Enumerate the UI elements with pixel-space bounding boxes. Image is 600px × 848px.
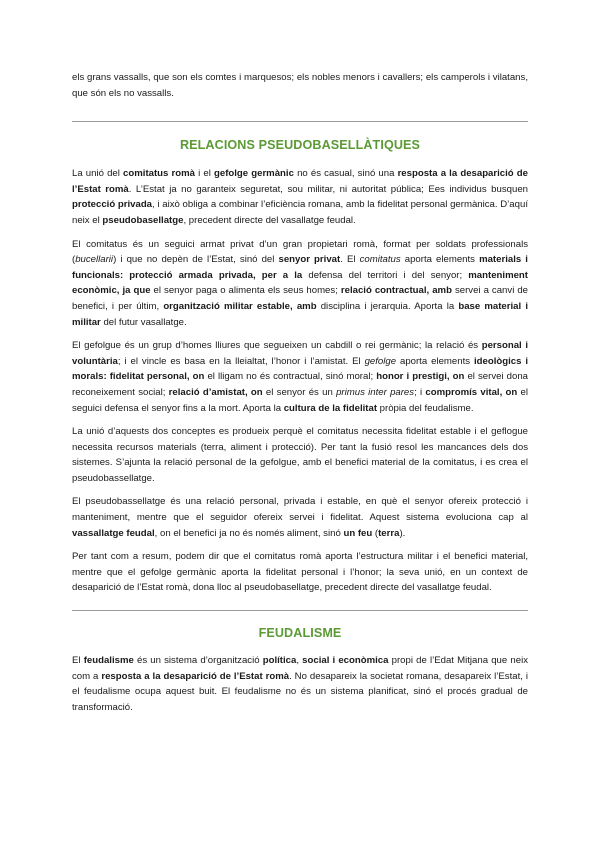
section-divider <box>72 610 528 611</box>
section-body-feudalisme <box>72 653 528 715</box>
body-paragraph: El gefolgue és un grup d’homes lliures que segueixen un cabdill o rei germànic; la relació és personal i voluntària; i el vincle es basa en la lleialtat, l’honor i l’amistat. El gefolge aporta elements ideològics i morals: fidelitat personal, on el lligam no és contractual, sinó moral; honor i prestigi, on el servei dona reconeixement social; relació d’amistat, on el senyor és un primus inter pares; i compromís vital, on el seguici defensa el senyor fins a la mort. Aporta la cultura de la fidelitat pròpia del feudalisme. <box>72 340 529 414</box>
body-paragraph: La unió del comitatus romà i el gefolge germànic no és casual, sinó una resposta a la desaparició de l’Estat romà. L’Estat ja no garanteix seguretat, sou militar, ni autoritat pública; Ees individus busquen protecció privada, i això obliga a combinar l’eficiència romana, amb la fidelitat personal germànica. D’aquí neix el pseudobasellatge, precedent directe del vasallatge feudal. <box>72 168 528 226</box>
body-paragraph: Per tant com a resum, podem dir que el comitatus romà aporta l’estructura militar i el benefici material, mentre que el gefolge germànic aporta la fidelitat personal i l’honor; la seva unió, en un context de desaparició de l’Estat romà, dona lloc al pseudobasellatge, precedent directe del vasallatge feudal. <box>72 551 528 594</box>
body-paragraph: El feudalisme és un sistema d’organització política, social i econòmica propi de l’Edat Mitjana que neix com a resposta a la desaparició de l’Estat romà. No desapareix la societat romana, desapareix l’Estat, i el feudalisme ocupa aquest buit. El feudalisme no és un sistema planificat, sinó el procés gradual de transformació. <box>72 655 528 713</box>
section-body-relacions <box>72 166 528 596</box>
section-divider <box>72 121 528 122</box>
intro-paragraph: els grans vassalls, que son els comtes i marquesos; els nobles menors i cavallers; els camperols i vilatans, que són els no vassalls. <box>72 72 528 99</box>
body-paragraph: El comitatus és un seguici armat privat d’un gran propietari romà, format per soldats professionals (bucellarii) i que no depèn de l’Estat, sinó del senyor privat. El comitatus aporta elements materials i funcionals: protecció armada privada, per a la defensa del territori i del senyor; manteniment econòmic, ja que el senyor paga o alimenta els seus homes; relació contractual, amb servei a canvi de benefici, i per últim, organització militar estable, amb disciplina i jerarquia. Aporta la base material i militar del futur vasallatge. <box>72 238 529 328</box>
body-paragraph: La unió d’aquests dos conceptes es produeix perquè el comitatus necessita fidelitat estable i el geflogue necessita recursos materials (terra, aliment i protecció). Per tant la fusió resol les mancances dels dos sistemes. S’ajunta la relació personal de la gefolgue, amb el benefici material de la comitatus, i es crea el pseudobassellatge. <box>72 426 528 484</box>
body-paragraph: El pseudobassellatge és una relació personal, privada i estable, en què el senyor ofereix protecció i manteniment, mentre que el seguidor ofereix servei i fidelitat. Aquest sistema evoluciona cap al vassallatge feudal, on el benefici ja no és només aliment, sinó un feu (terra). <box>72 496 528 539</box>
section-heading-feudalisme: FEUDALISME <box>258 626 342 641</box>
section-heading-relacions: RELACIONS PSEUDOBASELLÀTIQUES <box>179 138 421 153</box>
